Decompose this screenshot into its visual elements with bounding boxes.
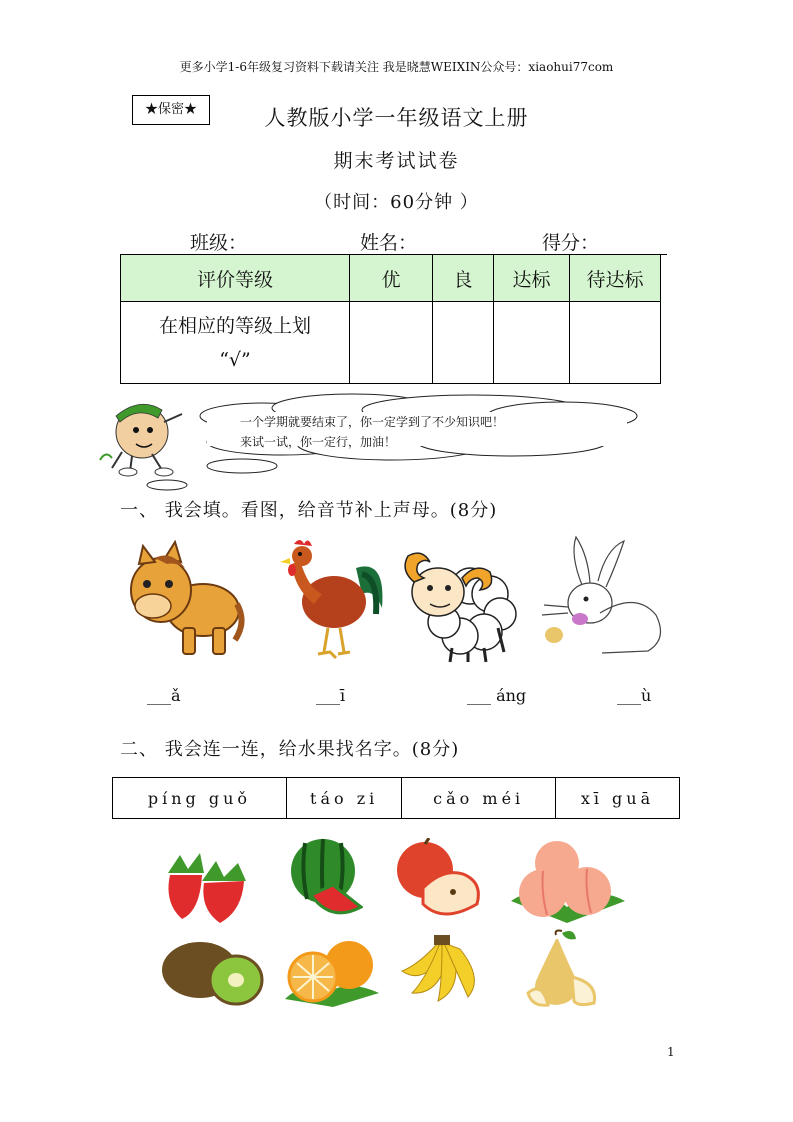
page-number: 1 (667, 1045, 675, 1059)
score-field (542, 228, 667, 255)
name-field (360, 228, 501, 255)
eval-row-label-line2: “√” (219, 348, 251, 371)
eval-header-good: 良 (433, 255, 494, 302)
pinyin-peach[interactable]: táo zi (286, 778, 402, 819)
eval-header-level: 评价等级 (121, 255, 350, 302)
pinyin-strawberry[interactable]: cǎo méi (402, 778, 556, 819)
exam-time: （时间：60分钟 ） (314, 192, 479, 213)
answer-horse[interactable]: ___ǎ (147, 686, 181, 705)
name-blank[interactable] (417, 234, 501, 255)
answer-sheep[interactable]: ___ áng (467, 686, 527, 705)
pear-icon (522, 927, 600, 1009)
kiwi-icon (160, 940, 264, 1006)
orange-icon (283, 937, 381, 1007)
score-label: 得分： (542, 232, 600, 254)
eval-cell-needs-work[interactable] (570, 302, 661, 384)
section2-title: 二、 我会连一连，给水果找名字。(8分) (120, 739, 460, 760)
evaluation-table (120, 254, 661, 384)
rooster-icon (278, 538, 388, 663)
sheep-icon (400, 548, 520, 666)
fruit-pinyin-table (112, 777, 680, 819)
pinyin-apple[interactable]: píng guǒ (113, 778, 287, 819)
eval-header-pass: 达标 (494, 255, 570, 302)
eval-row-label-line1: 在相应的等级上划 (158, 314, 311, 337)
eval-cell-excellent[interactable] (350, 302, 433, 384)
watermelon-icon (287, 837, 363, 923)
pinyin-watermelon[interactable]: xī guā (555, 778, 679, 819)
banana-icon (398, 935, 484, 1003)
evaluation-mark-row (121, 302, 661, 384)
rabbit-icon (540, 535, 670, 660)
eval-header-excellent: 优 (350, 255, 433, 302)
horse-icon (125, 540, 245, 660)
strawberry-icon (160, 845, 252, 925)
eval-row-label (121, 302, 350, 384)
class-field (190, 228, 323, 255)
answer-chicken[interactable]: ___ī (316, 686, 346, 705)
section1-title: 一、 我会填。看图，给音节补上声母。(8分) (120, 500, 498, 521)
secret-stamp: ★保密★ (132, 95, 210, 125)
apple-icon (393, 838, 485, 920)
eval-header-needs-work: 待达标 (570, 255, 661, 302)
cartoon-kid-icon (100, 404, 182, 476)
score-blank[interactable] (599, 234, 667, 255)
exam-title: 人教版小学一年级语文上册 (264, 106, 529, 130)
eval-cell-pass[interactable] (494, 302, 570, 384)
fruit-pinyin-row (113, 778, 680, 819)
header-note: 更多小学1-6年级复习资料下载请关注 我是晓慧WEIXIN公众号：xiaohui77com (179, 60, 614, 74)
answer-rabbit[interactable]: ___ù (617, 686, 652, 705)
peach-icon (507, 835, 629, 927)
class-label: 班级： (190, 232, 248, 254)
class-blank[interactable] (247, 234, 323, 255)
evaluation-header-row (121, 255, 661, 302)
name-label: 姓名： (360, 232, 418, 254)
speech-line-2: 来试一试，你一定行，加油！ (240, 435, 397, 449)
exam-subtitle: 期末考试试卷 (333, 150, 460, 172)
speech-line-1: 一个学期就要结束了，你一定学到了不少知识吧！ (240, 415, 505, 429)
eval-cell-good[interactable] (433, 302, 494, 384)
